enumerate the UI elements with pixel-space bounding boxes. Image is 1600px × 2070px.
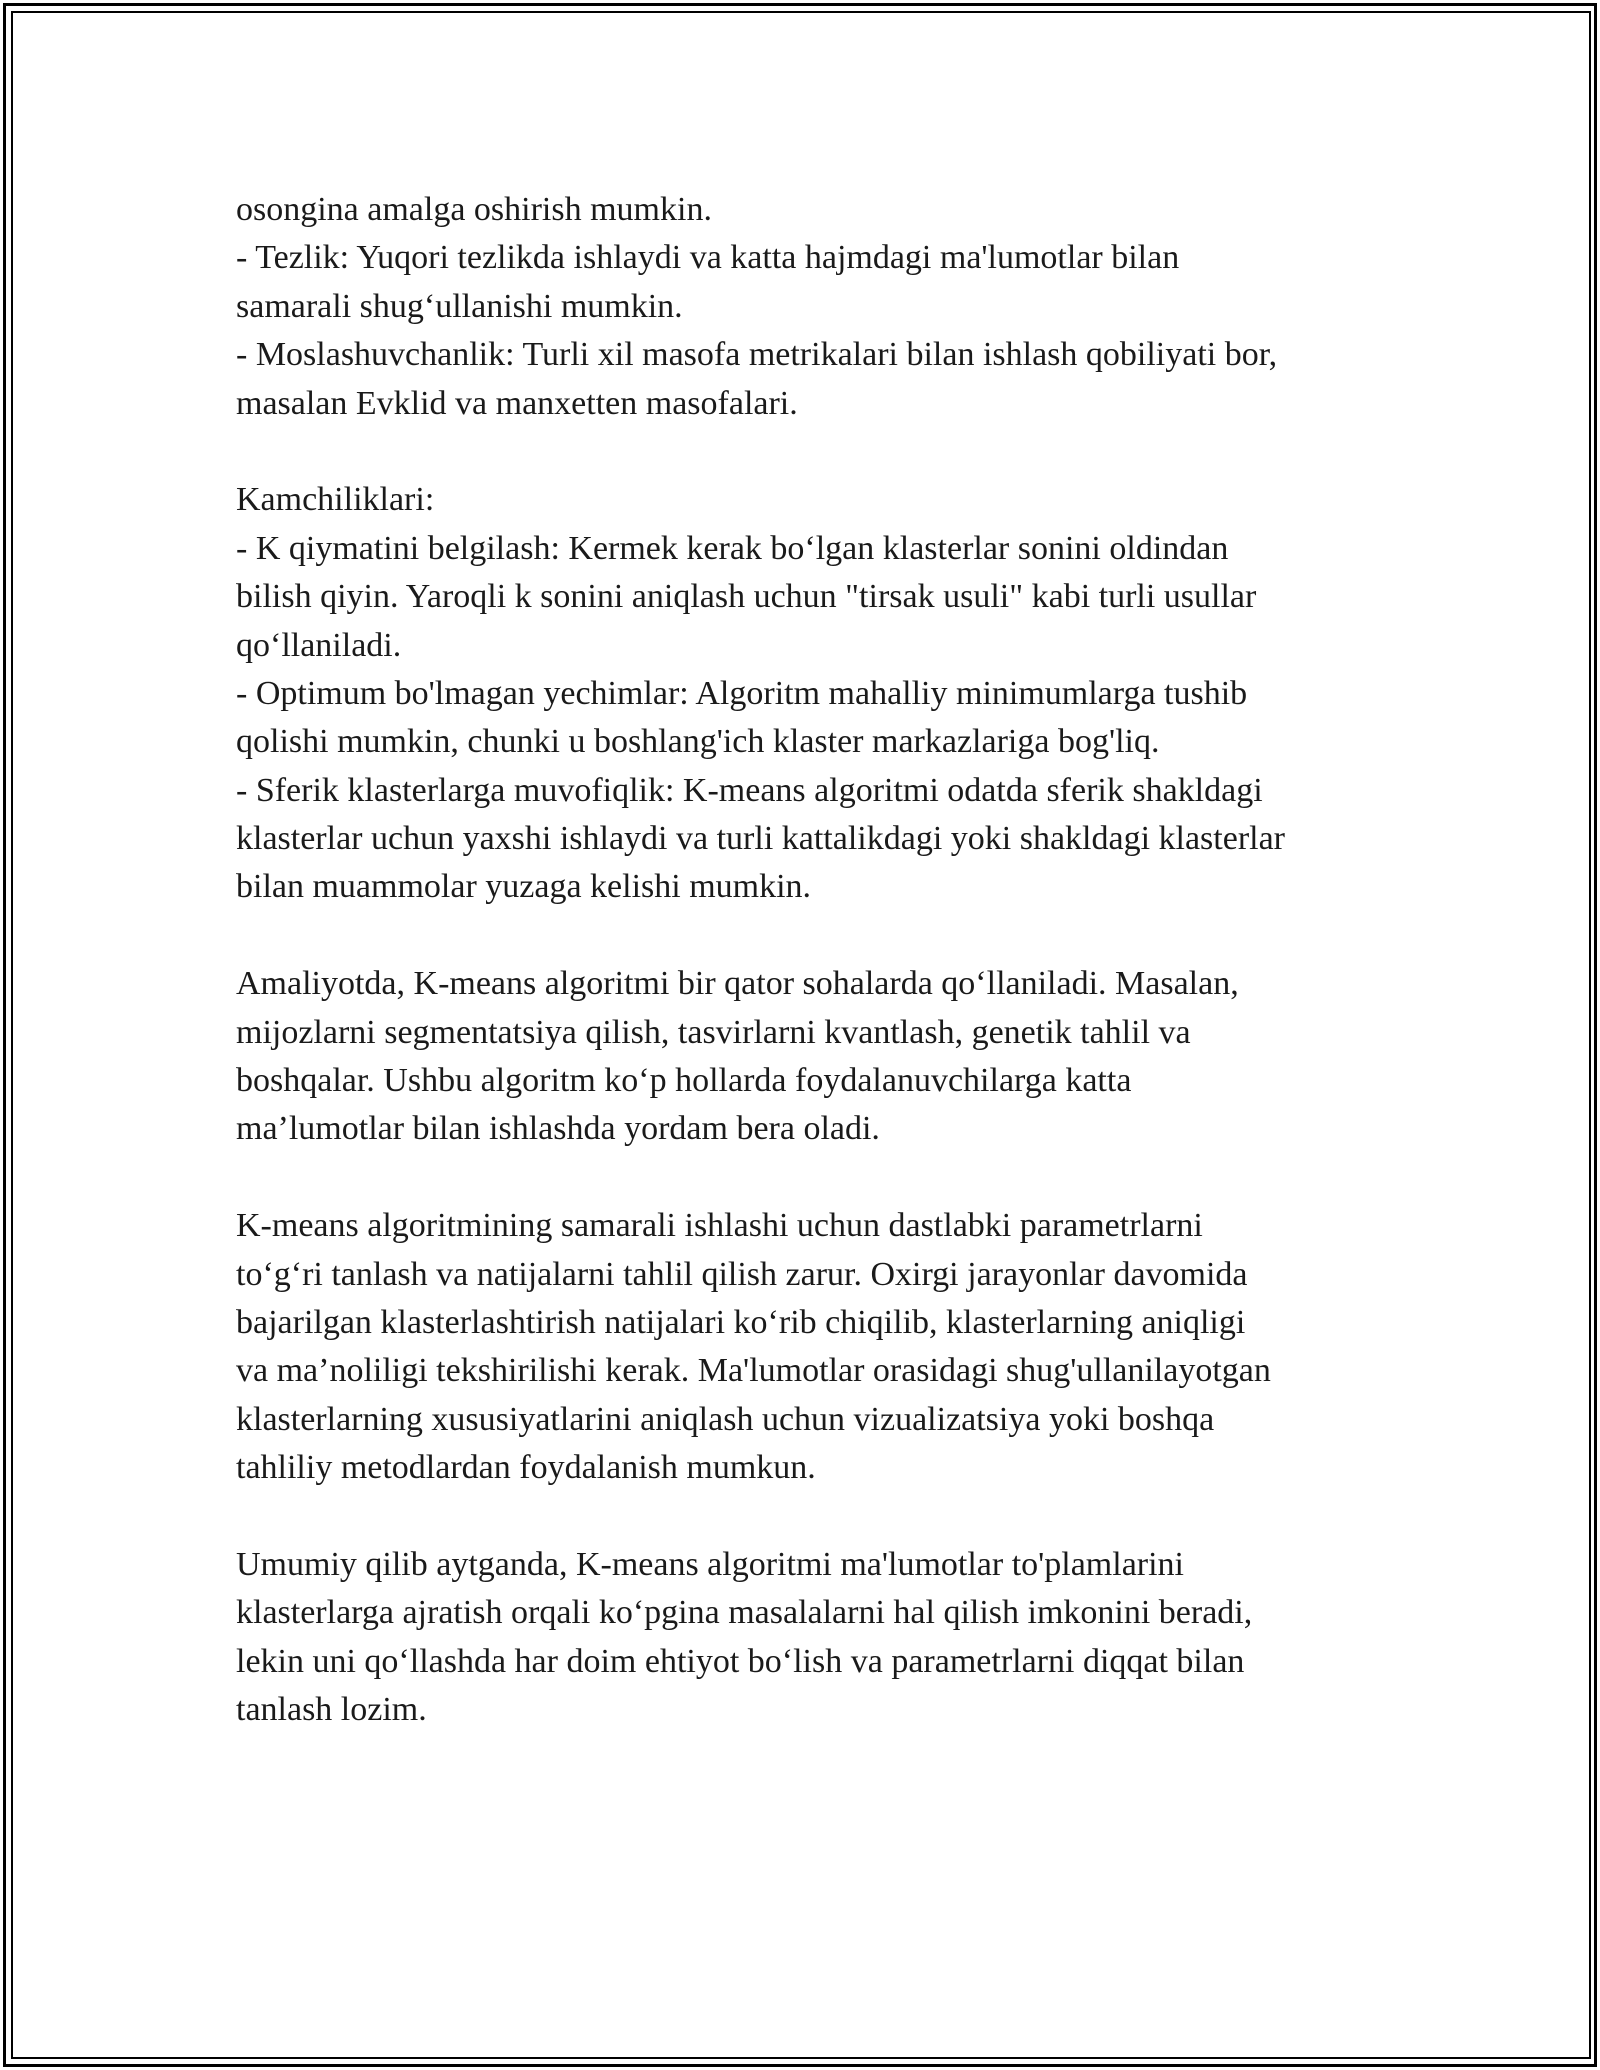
text-line: bilish qiyin. Yaroqli k sonini aniqlash uchun "tirsak usuli" kabi turli usullar — [236, 578, 1257, 616]
text-line: va ma’noliligi tekshirilishi kerak. Ma'lumotlar orasidagi shug'ullanilayotgan — [236, 1352, 1271, 1390]
text-line: lekin uni qo‘llashda har doim ehtiyot bo‘lish va parametrlarni diqqat bilan — [236, 1642, 1245, 1680]
paragraph-disadvantages — [236, 476, 1406, 912]
text-line: K-means algoritmining samarali ishlashi uchun dastlabki parametrlarni — [236, 1207, 1203, 1245]
text-line: boshqalar. Ushbu algoritm ko‘p hollarda foydalanuvchilarga katta — [236, 1062, 1132, 1100]
text-line: - Sferik klasterlarga muvofiqlik: K-means algoritmi odatda sferik shakldagi — [236, 771, 1263, 809]
text-line: - Optimum bo'lmagan yechimlar: Algoritm mahalliy minimumlarga tushib — [236, 674, 1248, 712]
text-line: masalan Evklid va manxetten masofalari. — [236, 384, 798, 422]
paragraph-parameters — [236, 1202, 1406, 1492]
text-line: to‘g‘ri tanlash va natijalarni tahlil qilish zarur. Oxirgi jarayonlar davomida — [236, 1255, 1248, 1293]
text-line: bajarilgan klasterlashtirish natijalari ko‘rib chiqilib, klasterlarning aniqligi — [236, 1303, 1246, 1341]
paragraph-conclusion — [236, 1541, 1406, 1735]
text-line: bilan muammolar yuzaga kelishi mumkin. — [236, 868, 812, 906]
paragraph-gap — [236, 1154, 1406, 1202]
text-line: - Tezlik: Yuqori tezlikda ishlaydi va katta hajmdagi ma'lumotlar bilan — [236, 239, 1180, 277]
text-line: klasterlarning xususiyatlarini aniqlash uchun vizualizatsiya yoki boshqa — [236, 1400, 1215, 1438]
text-line: - K qiymatini belgilash: Kermek kerak bo‘lgan klasterlar sonini oldindan — [236, 529, 1229, 567]
text-line: klasterlarga ajratish orqali ko‘pgina masalalarni hal qilish imkonini beradi, — [236, 1594, 1253, 1632]
text-line: tahliliy metodlardan foydalanish mumkun. — [236, 1449, 816, 1487]
paragraph-gap — [236, 428, 1406, 476]
text-line: - Moslashuvchanlik: Turli xil masofa metrikalari bilan ishlash qobiliyati bor, — [236, 336, 1278, 374]
text-line: osongina amalga oshirish mumkin. — [236, 191, 712, 228]
text-line: klasterlar uchun yaxshi ishlaydi va turli kattalikdagi yoki shakldagi klasterlar — [236, 820, 1286, 858]
text-line: qolishi mumkin, chunki u boshlang'ich klaster markazlariga bog'liq. — [236, 723, 1160, 761]
document-body — [236, 186, 1406, 1735]
section-heading: Kamchiliklari: — [236, 481, 435, 519]
text-line: Amaliyotda, K-means algoritmi bir qator sohalarda qo‘llaniladi. Masalan, — [236, 965, 1239, 1003]
text-line: Umumiy qilib aytganda, K-means algoritmi ma'lumotlar to'plamlarini — [236, 1545, 1184, 1583]
text-line: qo‘llaniladi. — [236, 626, 402, 664]
paragraph-gap — [236, 912, 1406, 960]
paragraph-practice — [236, 960, 1406, 1154]
paragraph-gap — [236, 1493, 1406, 1541]
text-line: mijozlarni segmentatsiya qilish, tasvirlarni kvantlash, genetik tahlil va — [236, 1013, 1191, 1051]
paragraph-advantages — [236, 186, 1406, 428]
text-line: tanlash lozim. — [236, 1691, 427, 1729]
text-line: ma’lumotlar bilan ishlashda yordam bera oladi. — [236, 1110, 880, 1148]
text-line: samarali shug‘ullanishi mumkin. — [236, 287, 683, 325]
